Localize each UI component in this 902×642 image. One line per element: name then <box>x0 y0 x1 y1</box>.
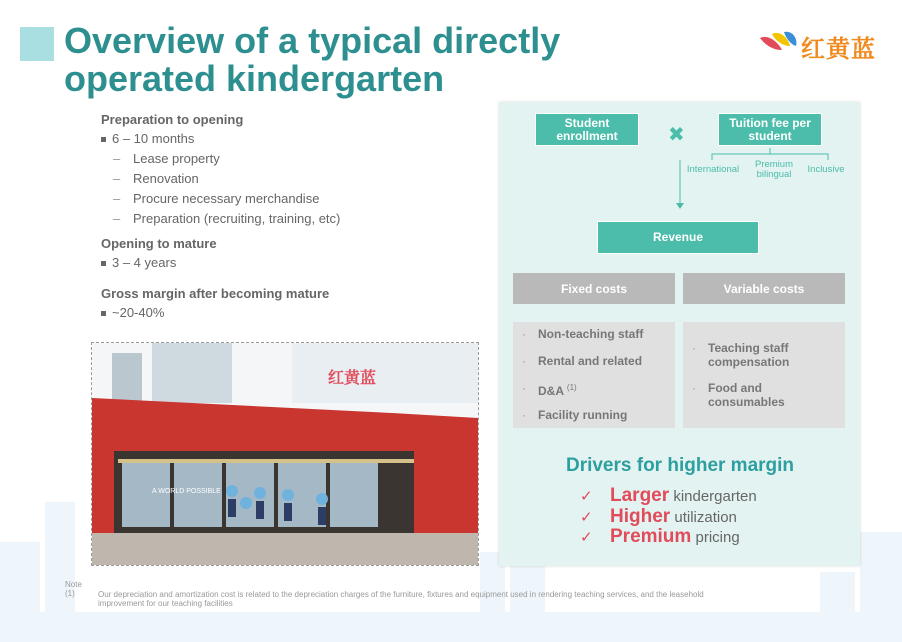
left-column <box>101 111 481 323</box>
driver-item <box>580 527 740 547</box>
checkmark-icon: ✓ <box>580 509 593 526</box>
dash-item-text: Procure necessary merchandise <box>133 191 320 206</box>
fixed-item-text: Rental and related <box>538 354 643 368</box>
driver-item <box>580 507 737 527</box>
dash-item: – Procure necessary merchandise <box>113 191 320 206</box>
footnote-label: Note <box>65 580 82 589</box>
driver-bold: Premium <box>610 526 692 547</box>
driver-rest: pricing <box>695 529 740 546</box>
checkmark-icon: ✓ <box>580 529 593 546</box>
connector-lines <box>670 148 840 212</box>
fixed-item-text: Non-teaching staff <box>538 327 644 341</box>
variable-costs-list <box>683 322 845 428</box>
checkmark-icon: ✓ <box>580 488 593 505</box>
bullet-margin <box>101 303 481 323</box>
kindergarten-illustration <box>92 343 478 565</box>
fixed-item: · D&A $^{(1)}$ <box>522 381 577 398</box>
driver-bold: Larger <box>610 485 670 506</box>
revenue-box: Revenue <box>597 221 759 254</box>
photo-sign-text: 红黄蓝 <box>328 370 377 387</box>
fixed-item-text: Facility running <box>538 408 628 422</box>
tuition-sub-premium: Premium bilingual <box>754 159 793 180</box>
da-superscript: (1) <box>566 383 577 392</box>
variable-item: · Teaching staff compensation <box>692 341 790 369</box>
dash-item: – Preparation (recruiting, training, etc) <box>113 211 341 226</box>
fixed-item: · Facility running <box>522 408 628 422</box>
variable-item-text: Teaching staff compensation <box>708 341 790 369</box>
page-title: Overview of a typical directly operated kindergarten <box>64 20 561 99</box>
fixed-item-text: D&A <box>538 384 564 398</box>
bullet-text: ~20-40% <box>112 305 165 320</box>
footnote <box>65 580 704 608</box>
bullet-duration <box>101 129 481 149</box>
driver-rest: kindergarten <box>673 488 757 505</box>
footnote-number: (1) <box>65 589 75 598</box>
fixed-item: · Rental and related <box>522 354 643 368</box>
driver-bold: Higher <box>610 506 671 527</box>
tuition-sub-inclusive: Inclusive <box>807 164 845 175</box>
photo-glass-text: A WORLD POSSIBLE <box>152 488 221 495</box>
dash-item: – Lease property <box>113 151 220 166</box>
footnote-text: Our depreciation and amortization cost is related to the depreciation charges of the furniture, fixtures and equipment used in rendering teaching services, and the leasehold improvement for our teaching facilities <box>98 590 704 608</box>
dash-item-text: Lease property <box>133 151 220 166</box>
bullet-text: 3 – 4 years <box>112 255 177 270</box>
variable-item: · Food and consumables <box>692 381 785 409</box>
square-bullet-icon <box>101 311 106 316</box>
fixed-item: · Non-teaching staff <box>522 327 644 341</box>
tuition-fee-box: Tuition fee per student <box>718 113 822 146</box>
student-enrollment-box: Student enrollment <box>535 113 639 146</box>
dash-item: – Renovation <box>113 171 199 186</box>
driver-item <box>580 486 757 506</box>
brand-logo-text: 红黄蓝 <box>801 36 876 63</box>
fixed-costs-header: Fixed costs <box>513 273 675 304</box>
multiply-icon: ✖ <box>668 124 685 146</box>
section-heading-gross-margin: Gross margin after becoming mature <box>101 286 330 301</box>
dash-item-text: Renovation <box>133 171 199 186</box>
drivers-heading: Drivers for higher margin <box>565 455 795 476</box>
kindergarten-photo <box>91 342 479 566</box>
bullet-years <box>101 253 481 273</box>
driver-rest: utilization <box>674 509 737 526</box>
square-bullet-icon <box>101 137 106 142</box>
section-heading-preparation: Preparation to opening <box>101 112 244 127</box>
bullet-text: 6 – 10 months <box>112 131 195 146</box>
section-heading-opening: Opening to mature <box>101 236 217 251</box>
dash-item-text: Preparation (recruiting, training, etc) <box>133 211 341 226</box>
variable-costs-header: Variable costs <box>683 273 845 304</box>
tuition-sub-international: International <box>686 164 740 175</box>
square-bullet-icon <box>101 261 106 266</box>
title-accent-square <box>20 27 54 61</box>
variable-item-text: Food and consumables <box>708 381 785 409</box>
